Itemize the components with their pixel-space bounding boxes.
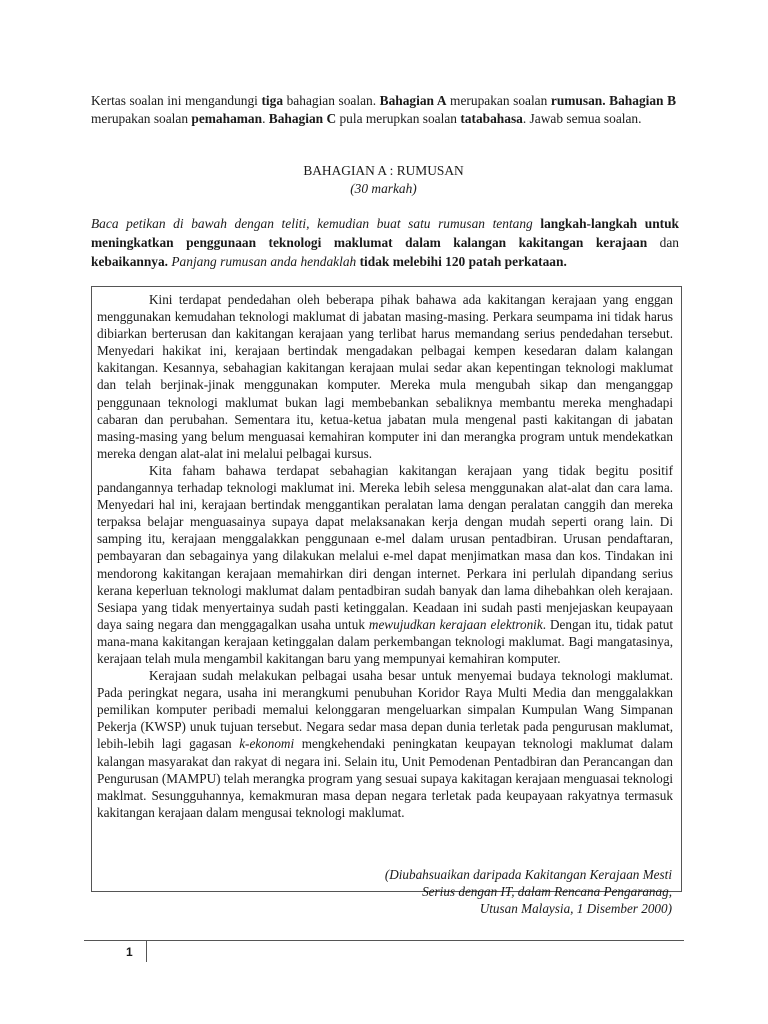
page-number: 1 xyxy=(126,945,133,959)
passage-text xyxy=(97,291,673,821)
passage-italic-span: k-ekonomi xyxy=(239,736,295,752)
intro-bold: Bahagian C xyxy=(268,111,337,126)
intro-text: Kertas soalan ini mengandungi xyxy=(91,93,262,108)
passage-text-span: . Dengan itu, tidak patut mana-mana kakitangan kerajaan ketinggalan dalam perkembangan teknologi maklumat. Bagi mangatasinya, kerajaan telah mula mengambil kakitangan baru yang mempunyai kemahiran komputer. xyxy=(97,616,674,666)
intro-text: merupakan soalan xyxy=(91,111,192,126)
passage-text-span: Kita faham bahawa terdapat sebahagian kakitangan kerajaan yang tidak begitu positif pandangannya terhadap teknologi maklumat ini. Mereka lebih selesa menggunakan alat-alat dan cara lama. Menyedari hal ini, kerajaan bertindak menggantikan peralatan lama dengan peralatan canggih dan mereka terpaksa belajar menguasainya supaya dapat melaksanakan kerja dengan mudah seperti orang lain. Di samping itu, kerajaan menggalakkan penggunaan e-mel dalam urusan pentadbiran. Urusan pendaftaran, pembayaran dan sebagainya yang dilakukan melalui e-mel dapat menjimatkan masa dan kos. Tindakan ini mendorong kakitangan kerajaan memahirkan diri dengan internet. Perkara ini perlulah dipandang serius kerana keperluan teknologi maklumat dalam pentadbiran sudah banyak dan lama dihebahkan oleh kerajaan. Sesiapa yang tidak menyertainya sudah pasti ketinggalan. Keadaan ini sudah pasti menjejaskan keupayaan daya saing negara dan menggagalkan usaha untuk xyxy=(97,462,673,632)
instruction-bold: kebaikannya. xyxy=(91,254,169,269)
instruction-paragraph xyxy=(91,214,679,271)
section-title: BAHAGIAN A : RUMUSAN xyxy=(303,163,464,178)
source-line-1: (Diubahsuaikan daripada Kakitangan Kerajaan Mesti xyxy=(384,867,672,882)
footer-divider xyxy=(84,940,684,941)
passage-paragraph-3 xyxy=(97,667,673,821)
passage-paragraph-2 xyxy=(97,462,673,667)
intro-bold: Bahagian A xyxy=(379,93,447,108)
passage-text-span: mengkehendaki peningkatan keupayan teknologi maklumat dalam kalangan masyarakat dan rakyat di negara ini. Selain itu, Unit Pemodenan Pentadbiran dan Perancangan dan Pengurusan (MAMPU) telah merangka program yang sesuai supaya kakitagan kerajaan menguasai teknologi maklmat. Sesungguhannya, kemakmuran masa depan negara terletak pada keupayaan rakyatnya termasuk kakitangan kerajaan dalam mengusai teknologi maklumat. xyxy=(97,736,673,820)
intro-bold: tatabahasa xyxy=(460,111,523,126)
intro-text: pula merupkan soalan xyxy=(336,111,461,126)
intro-paragraph xyxy=(91,92,676,128)
instruction-bold: langkah-langkah untuk meningkatkan penggunaan teknologi maklumat dalam kalangan kakitangan kerajaan xyxy=(91,216,679,250)
source-line-3: Utusan Malaysia, 1 Disember 2000) xyxy=(479,901,672,916)
source-line-2: Serius dengan IT, dalam Rencana Pengaranag, xyxy=(422,884,672,899)
intro-bold: rumusan. xyxy=(550,93,606,108)
intro-text: . Jawab semua soalan. xyxy=(522,111,642,126)
source-citation xyxy=(300,866,672,917)
intro-text: . xyxy=(262,111,269,126)
intro-bold: tiga xyxy=(261,93,284,108)
intro-text: bahagian soalan. xyxy=(283,93,380,108)
passage-text-span: Kerajaan sudah melakukan pelbagai usaha besar untuk menyemai budaya teknologi maklumat. Pada peringkat negara, usaha ini merangkumi penubuhan Koridor Raya Multi Media dan menggalakkan pemilikan komputer peribadi memalui kelonggaran mengeluarkan simpalan Kumpulan Wang Simpanan Pekerja (KWSP) unuk tujuan tersebut. Negara sedar masa depan dunia terletak pada pengurusan maklumat, lebih-lebih lagi gagasan xyxy=(97,668,673,752)
intro-text: merupakan soalan xyxy=(446,93,551,108)
footer-tick xyxy=(146,940,147,962)
instruction-italic: Baca petikan di bawah dengan teliti, kemudian buat satu rumusan tentang xyxy=(91,216,541,231)
instruction-bold: tidak melebihi 120 patah perkataan. xyxy=(359,254,567,269)
section-marks: (30 markah) xyxy=(350,181,417,196)
instruction-text: dan xyxy=(647,235,679,250)
intro-bold: Bahagian B xyxy=(609,93,676,108)
passage-italic-span: mewujudkan kerajaan elektronik xyxy=(368,616,543,632)
intro-bold: pemahaman xyxy=(191,111,263,126)
instruction-italic: Panjang rumusan anda hendaklah xyxy=(168,254,360,269)
passage-paragraph-1: Kini terdapat pendedahan oleh beberapa pihak bahawa ada kakitangan kerajaan yang enggan menggunakan kemudahan teknologi maklumat di jabatan masing-masing. Perkara seumpama ini tidak harus dibiarkan berterusan dan kakitangan kerajaan yang terlibat harus memandang serius pendedahan tersebut. Menyedari hakikat ini, kerajaan bertindak mengadakan pelbagai kempen kesedaran dalam kalangan kakitangan. Kesannya, sebahagian kakitangan kerajaan mulai sedar akan kepentingan teknologi maklumat dan telah berjinak-jinak menggunakan komputer. Mereka mula mengubah sikap dan menganggap penggunaan teknologi maklumat bukan lagi membebankan sebaliknya membantu mereka menghadapi cabaran dan perubahan. Sementara itu, ketua-ketua jabatan mula mengenal pasti kakitangan di jabatan masing-masing yang belum menguasai kemahiran komputer ini dan merangka program untuk mendekatkan mereka dengan alat-alat ini melalui pelbagai kursus. xyxy=(97,292,673,461)
